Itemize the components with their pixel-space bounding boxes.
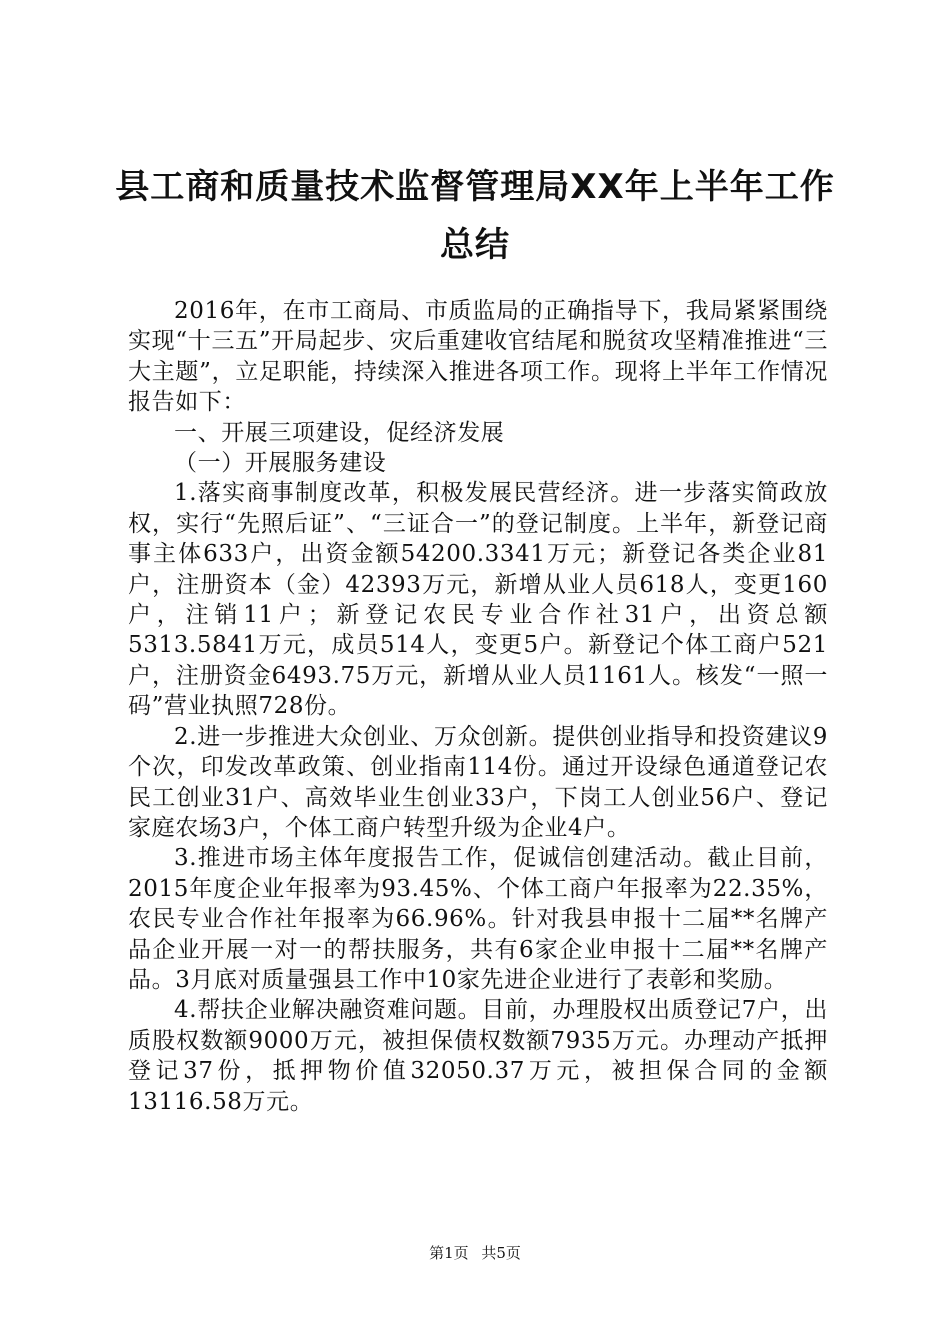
paragraph-intro: 2016年，在市工商局、市质监局的正确指导下，我局紧紧围绕实现“十三五”开局起步、灾后重建收官结尾和脱贫攻坚精准推进“三大主题”，立足职能，持续深入推进各项工作。现将上半年工作情况报告如下： <box>128 298 828 416</box>
paragraph-item-4: 4.帮扶企业解决融资难问题。目前，办理股权出质登记7户，出质股权数额9000万元，被担保债权数额7935万元。办理动产抵押登记37份，抵押物价值32050.37万元，被担保合同的金额13116.58万元。 <box>128 997 828 1115</box>
page-total: 共5页 <box>481 1244 521 1262</box>
paragraph-item-3: 3.推进市场主体年度报告工作，促诚信创建活动。截止目前，2015年度企业年报率为93.45%、个体工商户年报率为22.35%，农民专业合作社年报率为66.96%。针对我县申报十二届**名牌产品企业开展一对一的帮扶服务，共有6家企业申报十二届**名牌产品。3月底对质量强县工作中10家先进企业进行了表彰和奖励。 <box>128 845 828 993</box>
page-footer <box>0 1243 950 1263</box>
page-number: 第1页 <box>429 1244 469 1262</box>
document-title: 县工商和质量技术监督管理局XX年上半年工作总结 <box>115 167 835 265</box>
subsection-heading: （一）开展服务建设 <box>174 450 387 477</box>
document-body <box>128 296 828 1117</box>
paragraph-item-2: 2.进一步推进大众创业、万众创新。提供创业指导和投资建议9个次，印发改革政策、创业指南114份。通过开设绿色通道登记农民工创业31户、高效毕业生创业33户，下岗工人创业56户、登记家庭农场3户，个体工商户转型升级为企业4户。 <box>128 723 828 841</box>
paragraph-item-1: 1.落实商事制度改革，积极发展民营经济。进一步落实简政放权，实行“先照后证”、“三证合一”的登记制度。上半年，新登记商事主体633户，出资金额54200.3341万元；新登记各类企业81户，注册资本（金）42393万元，新增从业人员618人，变更160户，注销11户；新登记农民专业合作社31户，出资总额5313.5841万元，成员514人，变更5户。新登记个体工商户521户，注册资金6493.75万元，新增从业人员1161人。核发“一照一码”营业执照728份。 <box>128 480 828 720</box>
section-heading: 一、开展三项建设，促经济发展 <box>174 419 505 446</box>
